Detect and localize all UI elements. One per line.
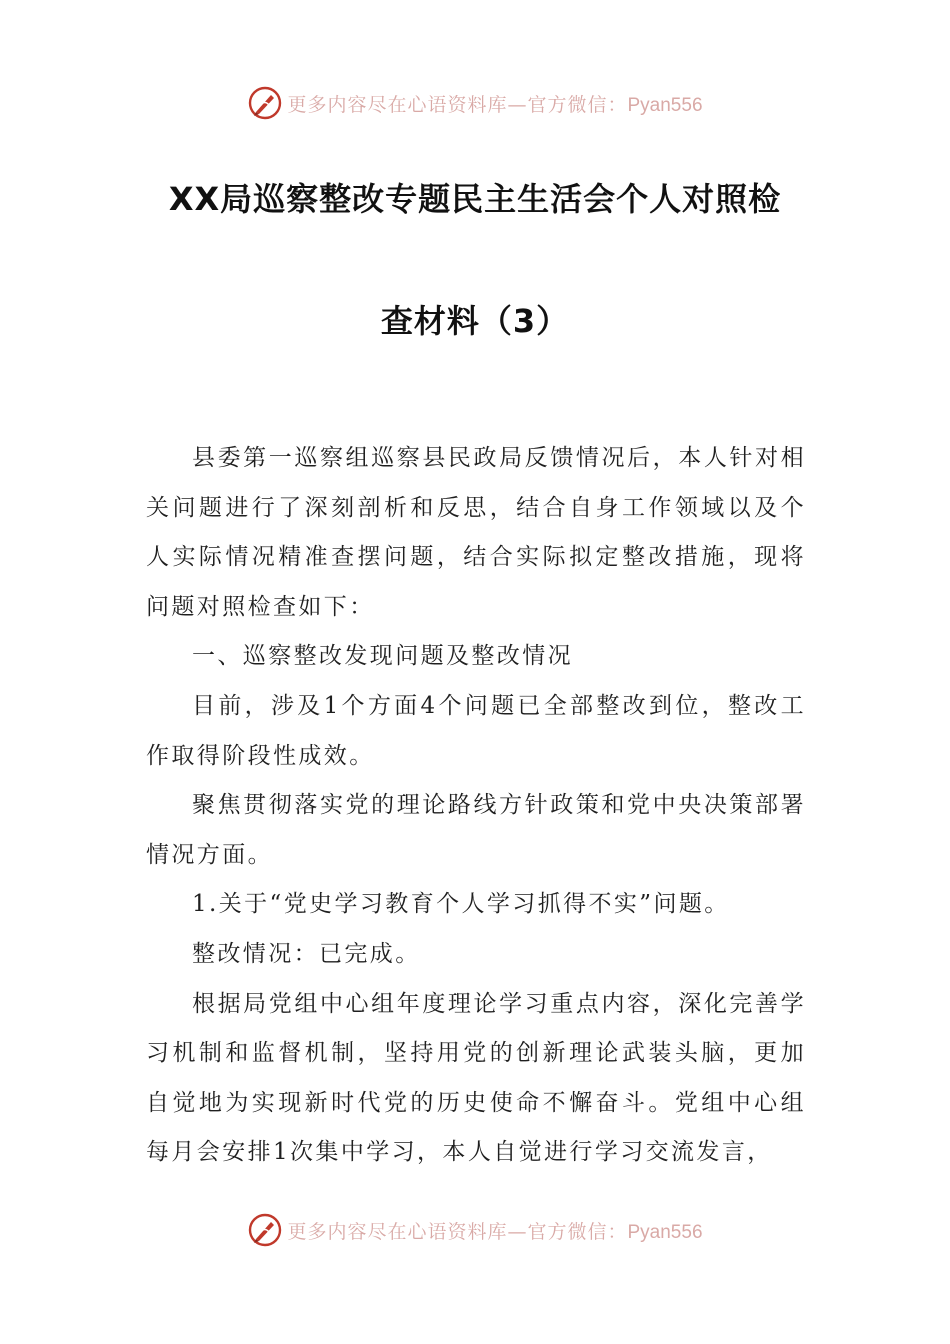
watermark-handle: Pyan556	[627, 1221, 703, 1243]
paragraph: 1.关于“党史学习教育个人学习抓得不实”问题。	[192, 891, 730, 918]
watermark-banner-top	[0, 83, 950, 123]
watermark-text: 更多内容尽在心语资料库—官方微信：Pyan556	[287, 93, 703, 116]
paragraph: 根据局党组中心组年度理论学习重点内容，深化完善学习机制和监督机制，坚持用党的创新理论武装头脑，更加自觉地为实现新时代党的历史使命不懈奋斗。党组中心组每月会安排1次集中学习，本人自觉进行学习交流发言，	[146, 990, 806, 1166]
watermark-handle: Pyan556	[627, 94, 703, 116]
pen-quill-logo-icon	[247, 85, 283, 121]
paragraph: 县委第一巡察组巡察县民政局反馈情况后，本人针对相关问题进行了深刻剖析和反思，结合自身工作领域以及个人实际情况精准查摆问题，结合实际拟定整改措施，现将问题对照检查如下：	[146, 445, 806, 620]
section-heading: 一、巡察整改发现问题及整改情况	[192, 643, 573, 670]
document-title-line-2: 查材料（3）	[380, 302, 570, 340]
pen-quill-logo-icon	[247, 1212, 283, 1248]
document-title-line-1: XX局巡察整改专题民主生活会个人对照检	[168, 180, 782, 218]
watermark-banner-bottom	[0, 1210, 950, 1250]
document-body	[146, 434, 806, 1178]
paragraph: 聚焦贯彻落实党的理论路线方针政策和党中央决策部署情况方面。	[146, 792, 806, 868]
paragraph: 目前，涉及1个方面4个问题已全部整改到位，整改工作取得阶段性成效。	[146, 692, 806, 769]
paragraph: 整改情况：已完成。	[192, 940, 421, 967]
watermark-text: 更多内容尽在心语资料库—官方微信：Pyan556	[287, 1220, 703, 1243]
